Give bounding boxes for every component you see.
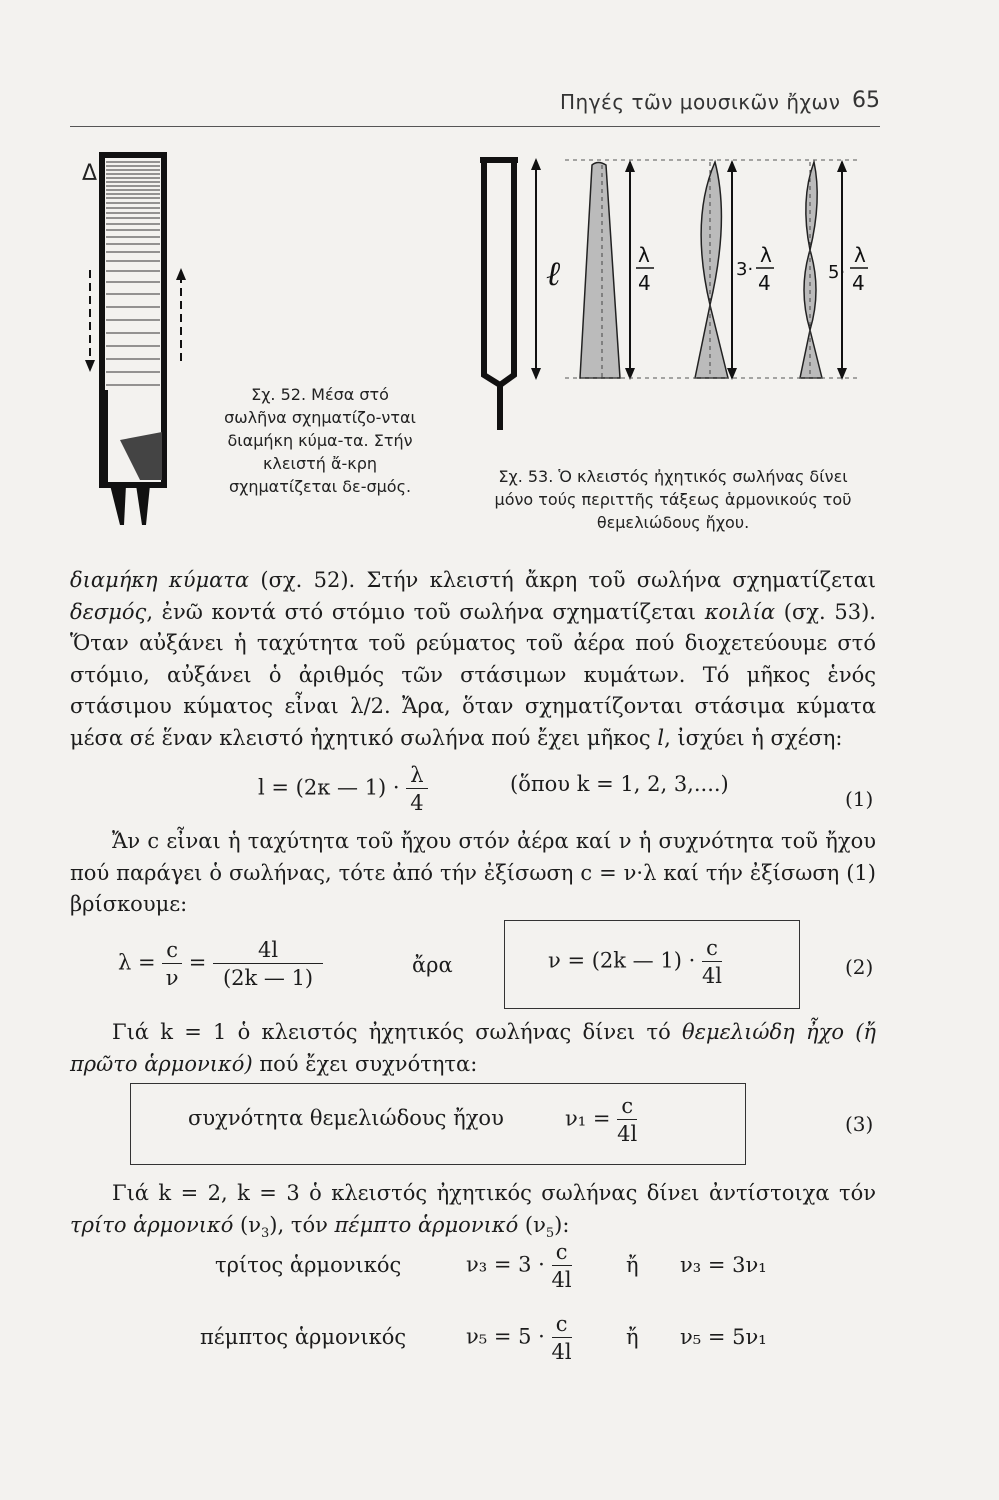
svg-text:5·: 5· [828, 262, 846, 283]
equation-4-or: ἤ [626, 1253, 639, 1277]
svg-text:3·: 3· [736, 259, 754, 280]
equation-3-number: (3) [845, 1112, 874, 1136]
paragraph-2: Ἄν c εἶναι ἡ ταχύτητα τοῦ ἤχου στόν ἀέρα καί ν ἡ συχνότητα τοῦ ἤχου πού παράγει ὁ σωλήνας, τότε ἀπό τήν ἐξίσωση c = ν·λ καί τήν ἐξίσωση (1) βρίσκουμε: [70, 829, 876, 916]
equation-2-ara: ἄρα [412, 953, 453, 977]
equation-4-rhs: ν₃ = 3ν₁ [680, 1253, 767, 1277]
paragraph-3: Γιά k = 1 ὁ κλειστός ἠχητικός σωλήνας δίνει τό θεμελιώδη ἦχο (ἤ πρῶτο ἁρμονικό) πού ἔχει συχνότητα: [70, 1020, 876, 1076]
figure-52-pipe [80, 150, 210, 530]
equation-5-rhs: ν₅ = 5ν₁ [680, 1325, 767, 1349]
equation-1-number: (1) [845, 787, 874, 811]
svg-text:4: 4 [638, 271, 651, 295]
equation-5-or: ἤ [626, 1325, 639, 1349]
figure-53-caption: Σχ. 53. Ὁ κλειστός ἠχητικός σωλήνας δίνει μόνο τούς περιττῆς τάξεως ἁρμονικούς τοῦ θεμελιώδους ἤχου. [494, 467, 852, 532]
equation-4: ν₃ = 3 · $\frac{c}{4l}$ [466, 1240, 572, 1292]
equation-1-condition: (ὅπου k = 1, 2, 3,....) [510, 772, 729, 796]
paragraph-1: διαμήκη κύματα (σχ. 52). Στήν κλειστή ἄκρη τοῦ σωλήνα σχηματίζεται δεσμός, ἐνῶ κοντά στό στόμιο τοῦ σωλήνα σχηματίζεται κοιλία (σχ. 53). Ὅταν αὐξάνει ἡ ταχύτητα τοῦ ρεύματος τοῦ ἀέρα πού διοχετεύουμε στό στόμιο, αὐξάνει ὁ ἀριθμός τῶν στάσιμων κυμάτων. Τό μῆκος ἑνός στάσιμου κύματος εἶναι λ/2. Ἄρα, ὅταν σχηματίζονται στάσιμα κύματα μέσα σέ ἕναν κλειστό ἠχητικό σωλήνα πού ἔχει μῆκος l, ἰσχύει ἡ σχέση: [70, 568, 876, 750]
equation-2-left: λ = $\frac{c}{\nu}$ = $\frac{4l}{(2k — 1)}$ [118, 938, 323, 990]
page-number: 65 [852, 88, 880, 113]
header-rule [70, 126, 880, 127]
figure-53-harmonics [470, 150, 870, 440]
svg-text:λ: λ [854, 243, 866, 267]
svg-text:4: 4 [852, 271, 865, 295]
equation-3-label: συχνότητα θεμελιώδους ἤχου [188, 1106, 504, 1130]
equation-2-boxed: ν = (2k — 1) · $\frac{c}{4l}$ [548, 936, 723, 988]
svg-text:λ: λ [760, 243, 772, 267]
svg-text:λ: λ [638, 243, 650, 267]
delta-label: Δ [82, 161, 98, 186]
equation-2-number: (2) [845, 955, 874, 979]
running-header: Πηγές τῶν μουσικῶν ἤχων [560, 90, 841, 114]
length-label: ℓ [546, 254, 561, 294]
equation-3: ν₁ = $\frac{c}{4l}$ [565, 1094, 638, 1146]
equation-4-label: τρίτος ἁρμονικός [215, 1253, 402, 1277]
paragraph-4: Γιά k = 2, k = 3 ὁ κλειστός ἠχητικός σωλήνας δίνει ἀντίστοιχα τόν τρίτο ἁρμονικό $(\nu_3)$, τόν πέμπτο ἁρμονικό $(\nu_5)$: [70, 1181, 876, 1241]
equation-1: l = (2κ — 1) · $\frac{\lambda}{4}$ [258, 763, 428, 815]
equation-5-label: πέμπτος ἁρμονικός [200, 1325, 407, 1349]
figure-52-caption: Σχ. 52. Μέσα στό σωλῆνα σχηματίζο-νται διαμήκη κύμα-τα. Στήν κλειστή ἄ-κρη σχηματίζεται δε-σμός. [224, 385, 416, 496]
svg-text:4: 4 [758, 271, 771, 295]
equation-5: ν₅ = 5 · $\frac{c}{4l}$ [466, 1312, 572, 1364]
